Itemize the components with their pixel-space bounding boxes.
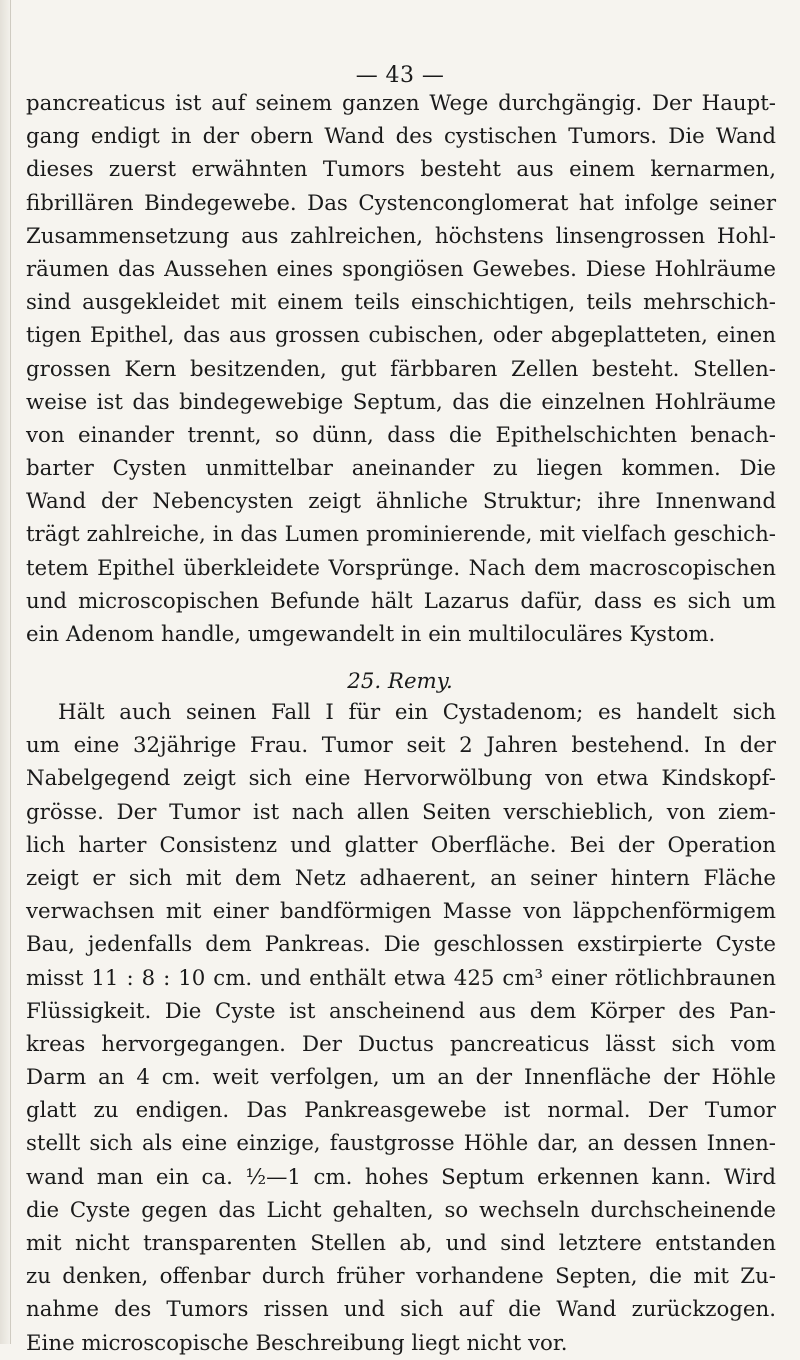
page-number: — 43 —	[355, 63, 445, 88]
text-line: trägt zahlreiche, in das Lumen prominierende, mit vielfach geschich-	[26, 522, 776, 548]
text-line: grösse. Der Tumor ist nach allen Seiten verschieblich, von ziem-	[26, 799, 776, 825]
text-line: Hält auch seinen Fall I für ein Cystadenom; es handelt sich	[58, 700, 776, 725]
text-line: Bau, jedenfalls dem Pankreas. Die geschlossen exstirpierte Cyste	[26, 932, 776, 958]
text-line: sind ausgekleidet mit einem teils einschichtigen, teils mehrschich-	[26, 290, 776, 316]
text-line: misst 11 : 8 : 10 cm. und enthält etwa 425 cm³ einer rötlichbraunen	[26, 965, 776, 991]
text-line: barter Cysten unmittelbar aneinander zu liegen kommen. Die	[26, 456, 776, 482]
text-line: glatt zu endigen. Das Pankreasgewebe ist normal. Der Tumor	[26, 1098, 776, 1124]
text-line: grossen Kern besitzenden, gut färbbaren Zellen besteht. Stellen-	[26, 356, 776, 382]
text-line: räumen das Aussehen eines spongiösen Gewebes. Diese Hohlräume	[26, 256, 776, 282]
text-line: fibrillären Bindegewebe. Das Cystenconglomerat hat infolge seiner	[26, 190, 776, 216]
text-line: nahme des Tumors rissen und sich auf die Wand zurückzogen.	[26, 1297, 776, 1323]
section-heading: 25. Remy.	[347, 669, 453, 694]
paragraph-2	[26, 696, 776, 1360]
text-line: tetem Epithel überkleidete Vorsprünge. Nach dem macroscopischen	[26, 555, 776, 581]
text-line: wand man ein ca. ½—1 cm. hohes Septum erkennen kann. Wird	[26, 1164, 776, 1190]
text-line: lich harter Consistenz und glatter Oberfläche. Bei der Operation	[26, 832, 776, 858]
text-line: Wand der Nebencysten zeigt ähnliche Struktur; ihre Innenwand	[26, 489, 776, 515]
text-line: ein Adenom handle, umgewandelt in ein multiloculäres Kystom.	[26, 622, 716, 647]
text-line: zu denken, offenbar durch früher vorhandene Septen, die mit Zu-	[26, 1264, 776, 1290]
text-line: weise ist das bindegewebige Septum, das die einzelnen Hohlräume	[26, 389, 776, 415]
text-line: gang endigt in der obern Wand des cystischen Tumors. Die Wand	[26, 124, 776, 150]
text-line: um eine 32jährige Frau. Tumor seit 2 Jahren bestehend. In der	[26, 733, 776, 759]
paragraph-1	[26, 87, 776, 651]
text-line: pancreaticus ist auf seinem ganzen Wege durchgängig. Der Haupt-	[26, 91, 776, 116]
text-line: Zusammensetzung aus zahlreichen, höchstens linsengrossen Hohl-	[26, 223, 776, 249]
text-line: Darm an 4 cm. weit verfolgen, um an der Innenfläche der Höhle	[26, 1065, 776, 1091]
text-line: dieses zuerst erwähnten Tumors besteht aus einem kernarmen,	[26, 157, 776, 183]
text-line: und microscopischen Befunde hält Lazarus dafür, dass es sich um	[26, 588, 776, 614]
text-line: verwachsen mit einer bandförmigen Masse von läppchenförmigem	[26, 899, 776, 925]
text-line: Nabelgegend zeigt sich eine Hervorwölbung von etwa Kindskopf-	[26, 766, 776, 792]
text-line: kreas hervorgegangen. Der Ductus pancreaticus lässt sich vom	[26, 1031, 776, 1057]
text-line: die Cyste gegen das Licht gehalten, so wechseln durchscheinende	[26, 1197, 776, 1223]
text-line: stellt sich als eine einzige, faustgrosse Höhle dar, an dessen Innen-	[26, 1131, 776, 1157]
text-line: mit nicht transparenten Stellen ab, und sind letztere entstanden	[26, 1231, 776, 1256]
text-line: tigen Epithel, das aus grossen cubischen, oder abgeplatteten, einen	[26, 323, 776, 349]
text-line: Eine microscopische Beschreibung liegt nicht vor.	[26, 1330, 568, 1356]
text-line: zeigt er sich mit dem Netz adhaerent, an seiner hintern Fläche	[26, 865, 776, 891]
text-line: von einander trennt, so dünn, dass die Epithelschichten benach-	[26, 422, 776, 448]
text-line: Flüssigkeit. Die Cyste ist anscheinend aus dem Körper des Pan-	[26, 998, 776, 1024]
